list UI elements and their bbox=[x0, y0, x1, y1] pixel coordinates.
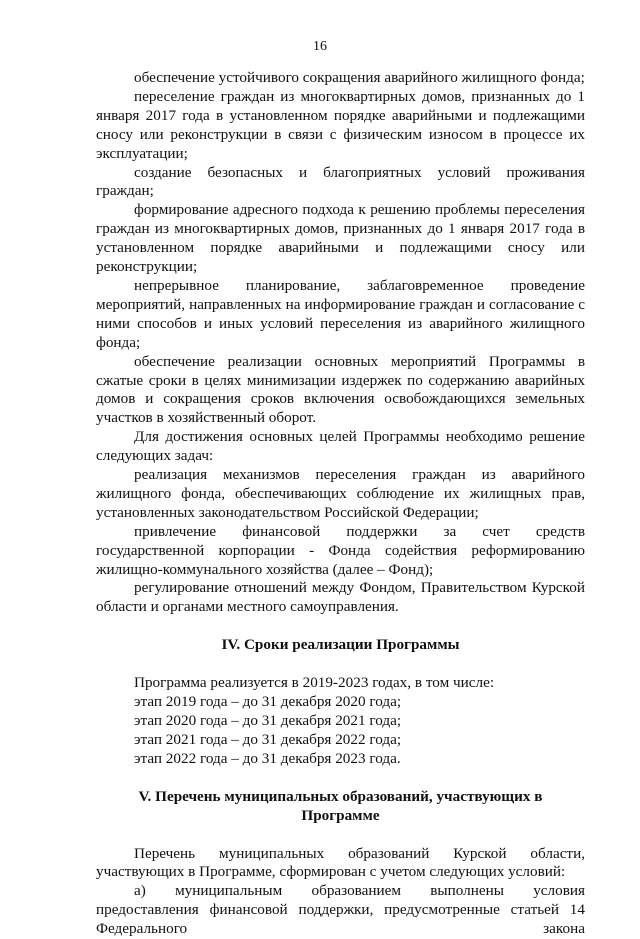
paragraph: обеспечение устойчивого сокращения аварийного жилищного фонда; bbox=[134, 69, 585, 86]
paragraph: Перечень муниципальных образований Курской области, участвующих в Программе, сформирован с учетом следующих условий: bbox=[96, 844, 585, 881]
timeline-stage: этап 2020 года – до 31 декабря 2021 года; bbox=[134, 712, 402, 729]
timeline-stage: этап 2019 года – до 31 декабря 2020 года; bbox=[134, 693, 402, 711]
timeline-intro: Программа реализуется в 2019-2023 годах, в том числе: bbox=[134, 674, 495, 692]
paragraph: реализация механизмов переселения граждан из аварийного жилищного фонда, обеспечивающих соблюдение их жилищных прав, установленных законодательством Российской Федерации; bbox=[96, 466, 585, 521]
paragraph: а) муниципальным образованием выполнены условия предоставления финансовой поддержки, предусмотренные статьей 14 Федерального закона bbox=[96, 882, 585, 938]
paragraph: непрерывное планирование, заблаговременное проведение мероприятий, направленных на информирование граждан и согласование с ними способов и иных условий переселения из аварийного жилищного фонда; bbox=[96, 276, 585, 351]
paragraph: переселение граждан из многоквартирных домов, признанных до 1 января 2017 года в установленном порядке аварийными и подлежащими сносу или реконструкции в связи с физическим износом в процессе их эксплуатации; bbox=[96, 87, 585, 162]
timeline-stage: этап 2022 года – до 31 декабря 2023 года. bbox=[134, 749, 401, 767]
timeline-list bbox=[96, 674, 585, 769]
paragraph: привлечение финансовой поддержки за счет средств государственной корпорации - Фонда содействия реформированию жилищно-коммунального хозяйства (далее – Фонд); bbox=[96, 522, 585, 578]
section-heading-5-line2: Программе bbox=[301, 806, 380, 824]
paragraph: создание безопасных и благоприятных условий проживания граждан; bbox=[96, 163, 585, 200]
paragraph: формирование адресного подхода к решению проблемы переселения граждан из многоквартирных домов, признанных до 1 января 2017 года в установленном порядке аварийными и подлежащими сносу или реконструкции; bbox=[96, 201, 585, 276]
paragraph: регулирование отношений между Фондом, Правительством Курской области и органами местного самоуправления. bbox=[96, 579, 585, 616]
page-body bbox=[96, 69, 585, 939]
section-heading-5-line1: V. Перечень муниципальных образований, участвующих в bbox=[138, 787, 543, 805]
section-heading-4: IV. Сроки реализации Программы bbox=[221, 636, 460, 654]
timeline-stage: этап 2021 года – до 31 декабря 2022 года; bbox=[134, 730, 402, 748]
paragraph: обеспечение реализации основных мероприятий Программы в сжатые сроки в целях минимизации издержек по содержанию аварийных домов и сокращения сроков включения освобождающихся земельных участков в хозяйственный оборот. bbox=[96, 352, 585, 427]
paragraph: Для достижения основных целей Программы необходимо решение следующих задач: bbox=[96, 428, 585, 465]
page-number: 16 bbox=[313, 39, 327, 54]
